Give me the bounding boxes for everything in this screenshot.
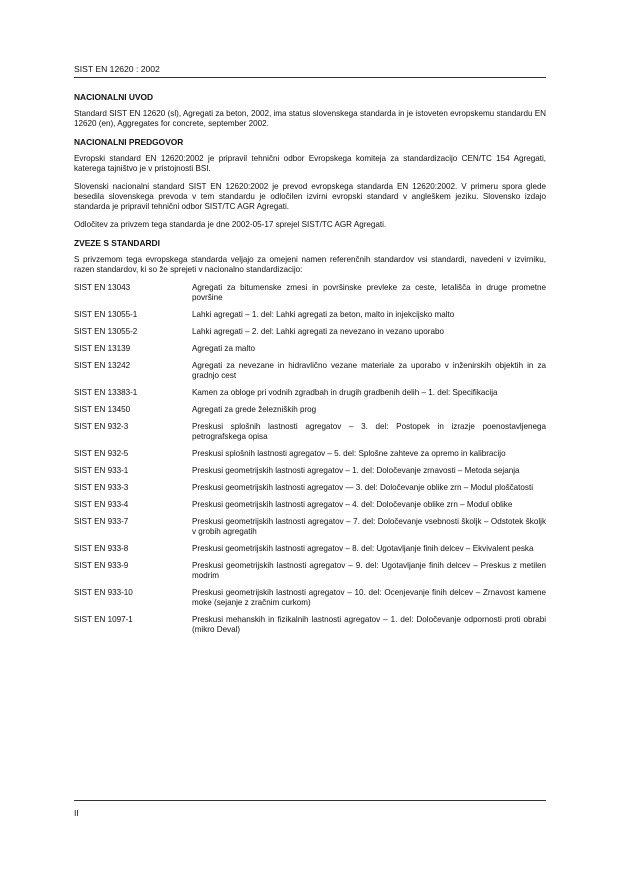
standard-row bbox=[74, 422, 546, 442]
standard-title: Lahki agregati – 2. del: Lahki agregati za nevezano in vezano uporabo bbox=[192, 327, 444, 336]
section-zveze-s-standardi bbox=[74, 238, 546, 635]
section-heading: NACIONALNI PREDGOVOR bbox=[74, 137, 184, 147]
footer-rule bbox=[74, 800, 546, 801]
standard-title: Preskusi geometrijskih lastnosti agregatov – 10. del: Ocenjevanje finih delcev – Zrnavost kamene moke (sejanje z zračnim curkom) bbox=[192, 588, 546, 607]
standard-title: Agregati za malto bbox=[192, 344, 255, 353]
standard-title: Preskusi splošnih lastnosti agregatov – 5. del: Splošne zahteve za opremo in kalibracijo bbox=[192, 449, 506, 458]
standard-code: SIST EN 933-7 bbox=[74, 517, 129, 526]
standard-code: SIST EN 13383-1 bbox=[74, 388, 138, 397]
standard-title: Preskusi geometrijskih lastnosti agregatov – 9. del: Ugotavljanje finih delcev – Preskus z metilen modrim bbox=[192, 561, 546, 580]
standard-title: Preskusi splošnih lastnosti agregatov – 3. del: Postopek in izrazje poenostavljenega petrografskega opisa bbox=[192, 422, 546, 441]
standard-title: Preskusi geometrijskih lastnosti agregatov – 4. del: Določevanje oblike zrn – Modul oblike bbox=[192, 500, 513, 509]
standard-row bbox=[74, 561, 546, 581]
standard-code: SIST EN 933-9 bbox=[74, 561, 129, 570]
standard-row bbox=[74, 466, 546, 476]
standard-row bbox=[74, 310, 546, 320]
document-body bbox=[74, 92, 546, 642]
standard-code: SIST EN 933-8 bbox=[74, 544, 129, 553]
standard-title: Lahki agregati – 1. del: Lahki agregati za beton, malto in injekcijsko malto bbox=[192, 310, 455, 319]
section-heading: ZVEZE S STANDARDI bbox=[74, 238, 160, 248]
document-header-id: SIST EN 12620 : 2002 bbox=[74, 64, 160, 74]
standard-code: SIST EN 13242 bbox=[74, 361, 131, 370]
standard-row bbox=[74, 327, 546, 337]
standard-code: SIST EN 932-3 bbox=[74, 422, 129, 431]
standard-row bbox=[74, 361, 546, 381]
standard-row bbox=[74, 588, 546, 608]
standard-row bbox=[74, 544, 546, 554]
standard-row bbox=[74, 500, 546, 510]
section-nacionalni-predgovor bbox=[74, 137, 546, 230]
standard-row bbox=[74, 388, 546, 398]
standard-title: Kamen za obloge pri vodnih zgradbah in drugih gradbenih delih – 1. del: Specifikacija bbox=[192, 388, 498, 397]
standard-code: SIST EN 932-5 bbox=[74, 449, 129, 458]
standard-title: Preskusi geometrijskih lastnosti agregatov – 8. del: Ugotavljanje finih delcev – Ekvivalent peska bbox=[192, 544, 534, 553]
paragraph: Odločitev za privzem tega standarda je dne 2002-05-17 sprejel SIST/TC AGR Agregati. bbox=[74, 220, 387, 229]
standard-code: SIST EN 13055-1 bbox=[74, 310, 138, 319]
standard-title: Preskusi geometrijskih lastnosti agregatov – 7. del: Določevanje vsebnosti školjk – Odstotek školjk v grobih agregatih bbox=[192, 517, 546, 536]
standard-row bbox=[74, 483, 546, 493]
standard-title: Preskusi mehanskih in fizikalnih lastnosti agregatov – 1. del: Določevanje odpornosti proti obrabi (mikro Deval) bbox=[192, 615, 546, 634]
standard-row bbox=[74, 517, 546, 537]
paragraph: S privzemom tega evropskega standarda veljajo za omejeni namen referenčnih standardov vsi standardi, navedeni v izvirniku, razen standardov, ki so že sprejeti v nacionalno standardizacijo: bbox=[74, 255, 546, 274]
standard-code: SIST EN 13139 bbox=[74, 344, 131, 353]
standard-code: SIST EN 1097-1 bbox=[74, 615, 133, 624]
standard-code: SIST EN 933-4 bbox=[74, 500, 129, 509]
standard-row bbox=[74, 283, 546, 303]
standard-row bbox=[74, 615, 546, 635]
standard-code: SIST EN 933-1 bbox=[74, 466, 129, 475]
standard-title: Preskusi geometrijskih lastnosti agregatov — 3. del: Določevanje oblike zrn – Modul ploščatosti bbox=[192, 483, 534, 492]
header-rule bbox=[74, 77, 546, 78]
standard-code: SIST EN 13450 bbox=[74, 405, 131, 414]
page-number: II bbox=[74, 808, 79, 818]
section-nacionalni-uvod bbox=[74, 92, 546, 129]
standard-code: SIST EN 933-3 bbox=[74, 483, 129, 492]
standard-title: Preskusi geometrijskih lastnosti agregatov – 1. del: Določevanje zrnavosti – Metoda sejanja bbox=[192, 466, 520, 475]
standard-row bbox=[74, 449, 546, 459]
standard-row bbox=[74, 344, 546, 354]
standard-code: SIST EN 13055-2 bbox=[74, 327, 138, 336]
standard-code: SIST EN 933-10 bbox=[74, 588, 133, 597]
standard-row bbox=[74, 405, 546, 415]
standard-title: Agregati za nevezane in hidravlično vezane materiale za uporabo v inženirskih objektih in za gradnjo cest bbox=[192, 361, 546, 380]
standard-code: SIST EN 13043 bbox=[74, 283, 131, 292]
standard-title: Agregati za bitumenske zmesi in površinske prevleke za ceste, letališča in druge prometne površine bbox=[192, 283, 546, 302]
standards-list bbox=[74, 283, 546, 635]
standard-title: Agregati za grede železniških prog bbox=[192, 405, 317, 414]
section-heading: NACIONALNI UVOD bbox=[74, 92, 154, 102]
paragraph: Evropski standard EN 12620:2002 je pripravil tehnični odbor Evropskega komiteja za standardizacijo CEN/TC 154 Agregati, katerega tajništvo je v pristojnosti BSI. bbox=[74, 154, 546, 173]
paragraph: Slovenski nacionalni standard SIST EN 12620:2002 je prevod evropskega standarda EN 12620:2002. V primeru spora glede besedila slovenskega prevoda v tem standardu je odločilen izvirni evropski standard v angleškem jeziku. Slovensko izdajo standarda je pripravil tehnični odbor SIST/TC AGR Agregati. bbox=[74, 182, 546, 211]
paragraph: Standard SIST EN 12620 (sl), Agregati za beton, 2002, ima status slovenskega standarda in je istoveten evropskemu standardu EN 12620 (en), Aggregates for concrete, september 2002. bbox=[74, 109, 546, 128]
